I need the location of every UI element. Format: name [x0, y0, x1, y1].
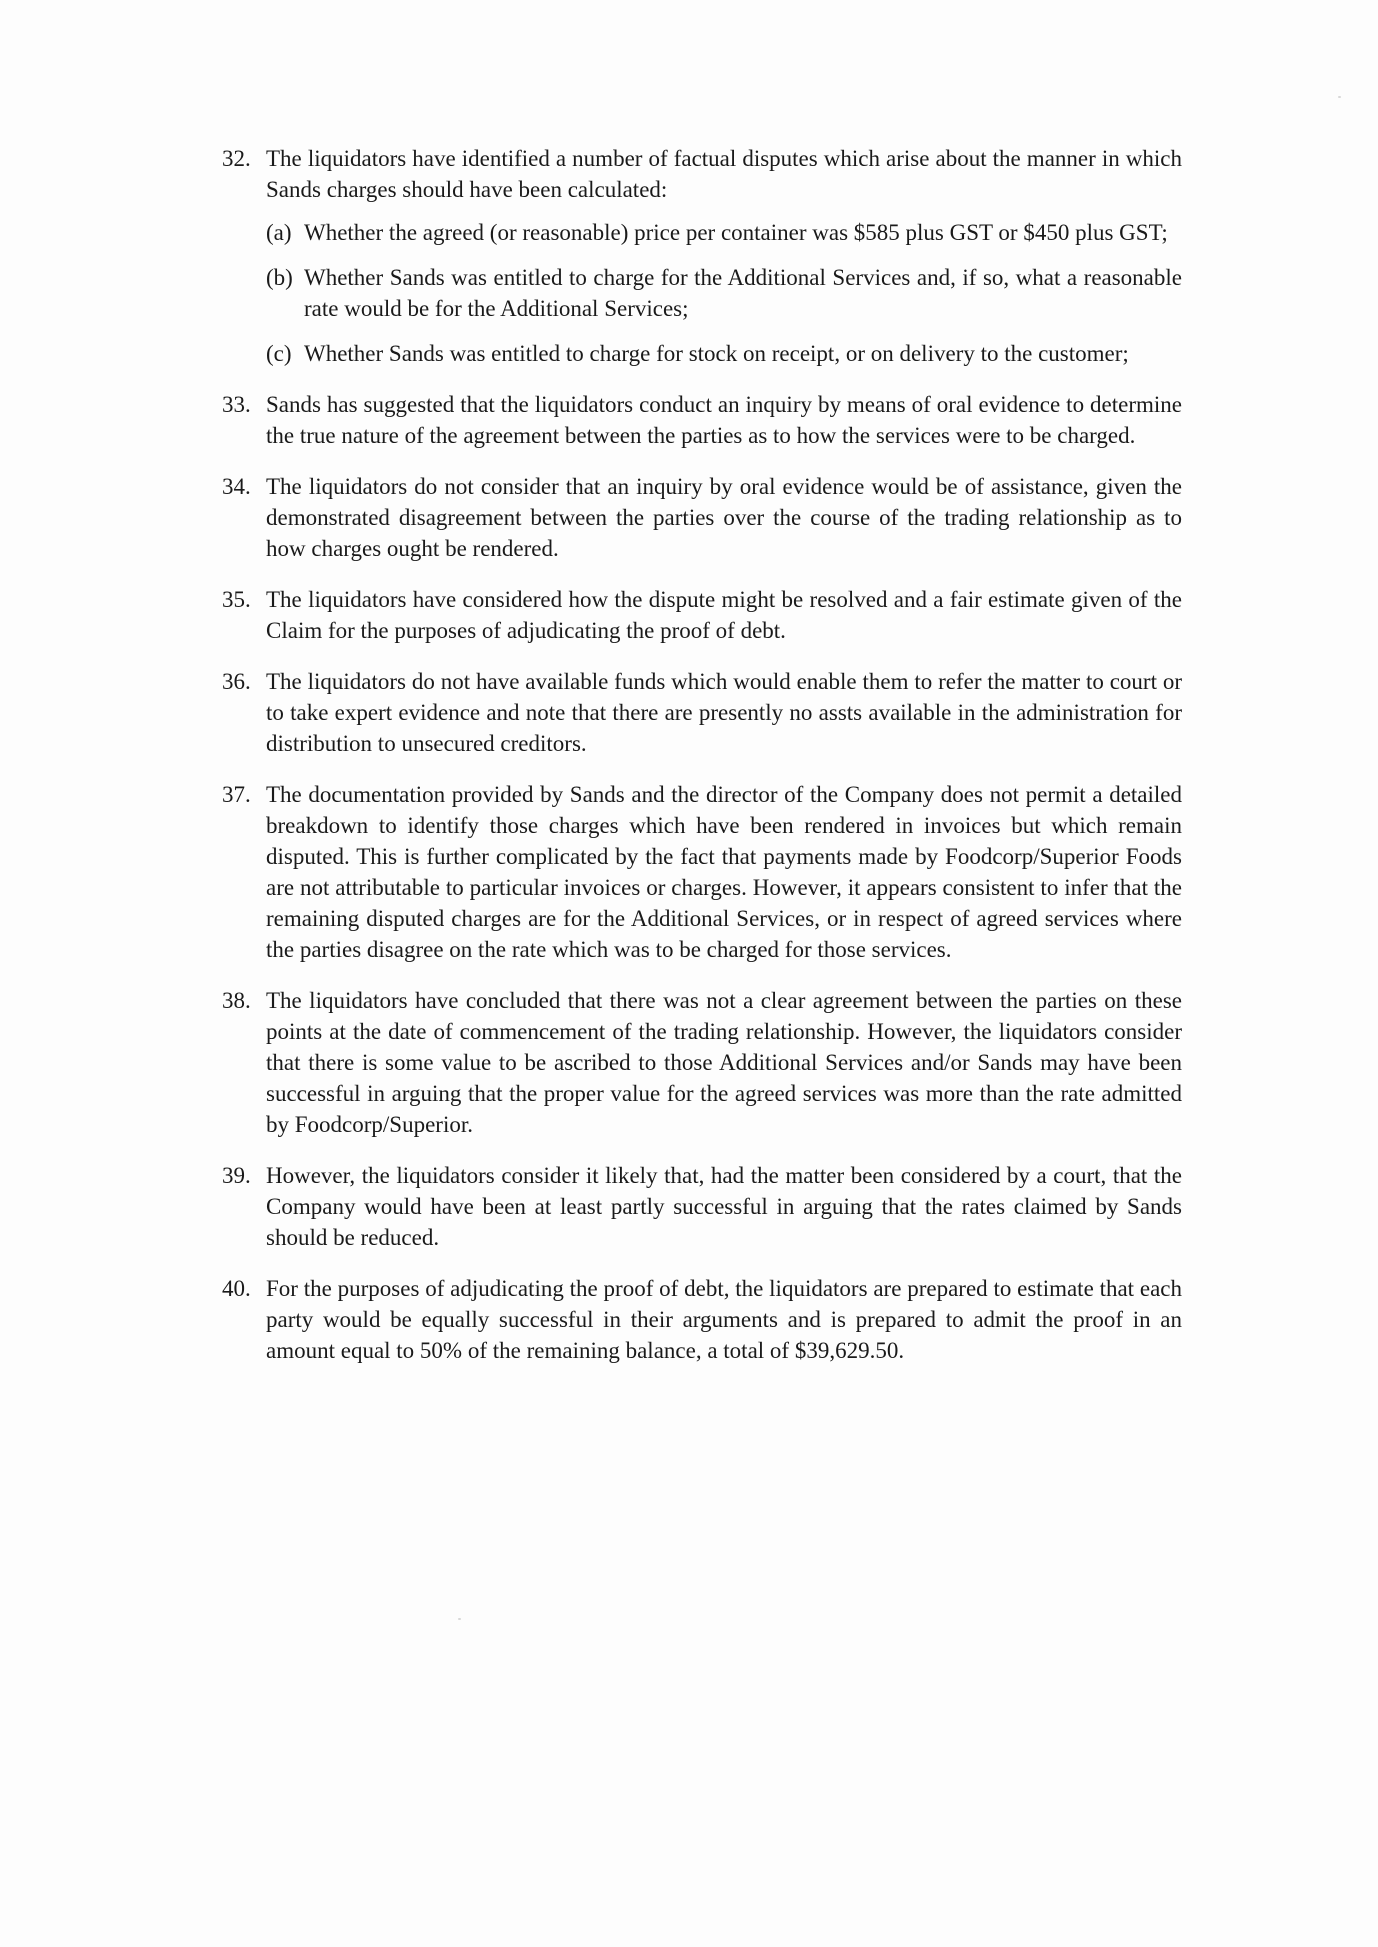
sub-list [222, 217, 1182, 369]
paragraph-38 [222, 985, 1182, 1140]
sub-item-label: (a) [266, 220, 292, 245]
paragraph-number: 32. [222, 146, 251, 171]
paragraph-32 [222, 143, 1182, 205]
paragraph-number: 35. [222, 587, 251, 612]
paragraph-text: The liquidators have concluded that there was not a clear agreement between the parties on these points at the date of commencement of the trading relationship. However, the liquidators consider that there is some value to be ascribed to those Additional Services and/or Sands may have been successful in arguing that the proper value for the agreed services was more than the rate admitted by Foodcorp/Superior. [266, 988, 1182, 1137]
paragraph-number: 37. [222, 782, 251, 807]
paragraph-text: The liquidators do not consider that an inquiry by oral evidence would be of assistance, given the demonstrated disagreement between the parties over the course of the trading relationship as to how charges ought be rendered. [266, 474, 1182, 561]
sub-item-b [222, 262, 1182, 324]
sub-item-text: Whether the agreed (or reasonable) price per container was $585 plus GST or $450 plus GST; [304, 220, 1168, 245]
paragraph-40 [222, 1273, 1182, 1366]
paragraph-36 [222, 666, 1182, 759]
sub-item-label: (b) [266, 265, 293, 290]
paragraph-text: For the purposes of adjudicating the proof of debt, the liquidators are prepared to estimate that each party would be equally successful in their arguments and is prepared to admit the proof in an amount equal to 50% of the remaining balance, a total of $39,629.50. [266, 1276, 1182, 1363]
sub-item-text: Whether Sands was entitled to charge for the Additional Services and, if so, what a reasonable rate would be for the Additional Services; [304, 265, 1182, 321]
paragraph-number: 38. [222, 988, 251, 1013]
document-body [222, 143, 1182, 1386]
paragraph-text: The documentation provided by Sands and the director of the Company does not permit a detailed breakdown to identify those charges which have been rendered in invoices but which remain disputed. This is further complicated by the fact that payments made by Foodcorp/Superior Foods are not attributable to particular invoices or charges. However, it appears consistent to infer that the remaining disputed charges are for the Additional Services, or in respect of agreed services where the parties disagree on the rate which was to be charged for those services. [266, 782, 1182, 962]
paragraph-35 [222, 584, 1182, 646]
paragraph-number: 39. [222, 1163, 251, 1188]
paragraph-number: 34. [222, 474, 251, 499]
paragraph-33 [222, 389, 1182, 451]
paragraph-39 [222, 1160, 1182, 1253]
scan-speck [458, 1618, 461, 1620]
paragraph-34 [222, 471, 1182, 564]
scan-speck [1338, 96, 1341, 98]
paragraph-text: The liquidators have identified a number of factual disputes which arise about the manner in which Sands charges should have been calculated: [266, 146, 1182, 202]
paragraph-number: 40. [222, 1276, 251, 1301]
sub-item-a [222, 217, 1182, 248]
paragraph-37 [222, 779, 1182, 965]
paragraph-text: The liquidators have considered how the dispute might be resolved and a fair estimate given of the Claim for the purposes of adjudicating the proof of debt. [266, 587, 1182, 643]
paragraph-number: 36. [222, 669, 251, 694]
paragraph-text: However, the liquidators consider it likely that, had the matter been considered by a court, that the Company would have been at least partly successful in arguing that the rates claimed by Sands should be reduced. [266, 1163, 1182, 1250]
sub-item-c [222, 338, 1182, 369]
paragraph-text: The liquidators do not have available funds which would enable them to refer the matter to court or to take expert evidence and note that there are presently no assts available in the administration for distribution to unsecured creditors. [266, 669, 1182, 756]
sub-item-label: (c) [266, 341, 292, 366]
paragraph-text: Sands has suggested that the liquidators conduct an inquiry by means of oral evidence to determine the true nature of the agreement between the parties as to how the services were to be charged. [266, 392, 1182, 448]
sub-item-text: Whether Sands was entitled to charge for stock on receipt, or on delivery to the customer; [304, 341, 1129, 366]
paragraph-number: 33. [222, 392, 251, 417]
